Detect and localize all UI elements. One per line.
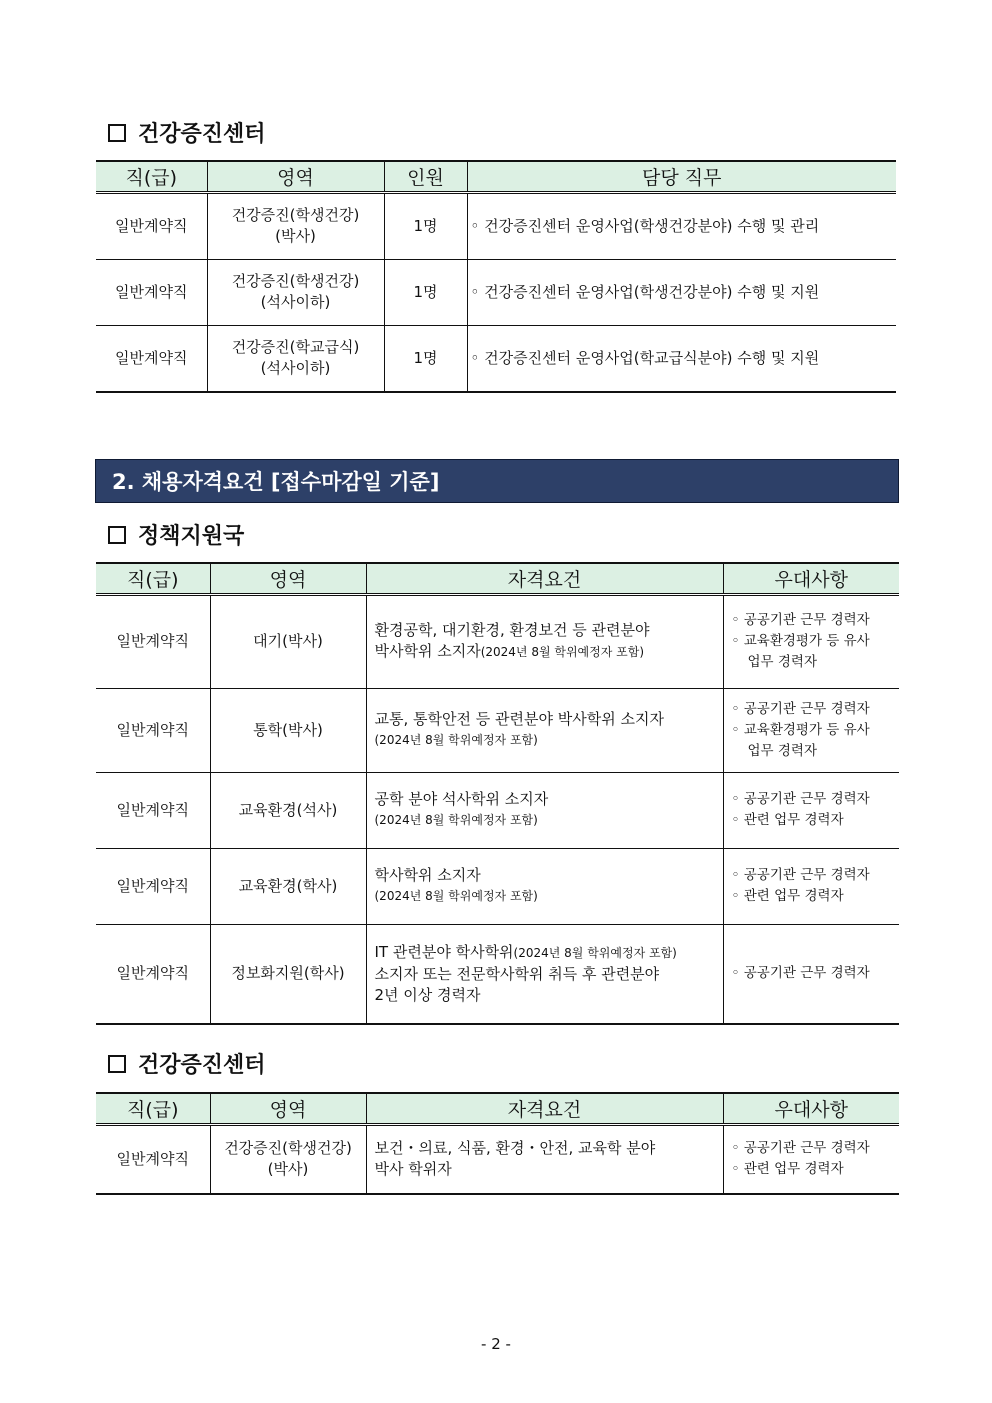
rank-cell: 일반계약직 [96,1124,210,1194]
table-row [96,259,896,325]
area-cell: 건강증진(학생건강) (석사이하) [207,259,384,325]
section-title-health-center: 건강증진센터 [108,117,266,148]
header-preference: 우대사항 [723,563,899,594]
qualification-cell: 학사학위 소지자 (2024년 8월 학위예정자 포함) [366,848,723,924]
rank-cell: 일반계약직 [96,192,207,259]
rank-cell: 일반계약직 [96,924,210,1024]
table-row [96,848,899,924]
table-header-row [96,1093,899,1124]
table-row [96,924,899,1024]
header-preference: 우대사항 [723,1093,899,1124]
rank-cell: 일반계약직 [96,688,210,772]
table-row [96,772,899,848]
preference-cell: ◦ 공공기관 근무 경력자 ◦ 관련 업무 경력자 [723,772,899,848]
count-cell: 1명 [384,192,467,259]
rank-cell: 일반계약직 [96,772,210,848]
header-rank: 직(급) [96,563,210,594]
section-banner-qualifications: 2. 채용자격요건 [접수마감일 기준] [95,459,899,503]
header-qualification: 자격요건 [366,563,723,594]
header-area: 영역 [207,161,384,192]
header-rank: 직(급) [96,1093,210,1124]
table-row [96,594,899,688]
table-row [96,192,896,259]
duty-cell: ◦ 건강증진센터 운영사업(학생건강분야) 수행 및 관리 [467,192,896,259]
rank-cell: 일반계약직 [96,259,207,325]
table-row [96,1124,899,1194]
rank-cell: 일반계약직 [96,325,207,392]
preference-cell: ◦ 공공기관 근무 경력자 ◦ 관련 업무 경력자 [723,848,899,924]
header-area: 영역 [210,563,366,594]
header-duty: 담당 직무 [467,161,896,192]
area-cell: 건강증진(학생건강) (박사) [210,1124,366,1194]
area-cell: 정보화지원(학사) [210,924,366,1024]
count-cell: 1명 [384,325,467,392]
area-cell: 교육환경(학사) [210,848,366,924]
qualification-cell: IT 관련분야 학사학위(2024년 8월 학위예정자 포함) 소지자 또는 전문학사학위 취득 후 관련분야 2년 이상 경력자 [366,924,723,1024]
preference-cell: ◦ 공공기관 근무 경력자 ◦ 교육환경평가 등 유사 업무 경력자 [723,594,899,688]
header-count: 인원 [384,161,467,192]
checkbox-square-icon [108,124,126,142]
health-center-qualification-table [96,1092,899,1195]
table-row [96,688,899,772]
preference-cell: ◦ 공공기관 근무 경력자 ◦ 교육환경평가 등 유사 업무 경력자 [723,688,899,772]
preference-cell: ◦ 공공기관 근무 경력자 ◦ 관련 업무 경력자 [723,1124,899,1194]
header-qualification: 자격요건 [366,1093,723,1124]
table-header-row [96,161,896,192]
qualification-cell: 보건・의료, 식품, 환경・안전, 교육학 분야 박사 학위자 [366,1124,723,1194]
qualification-cell: 교통, 통학안전 등 관련분야 박사학위 소지자 (2024년 8월 학위예정자 포함) [366,688,723,772]
qualification-cell: 환경공학, 대기환경, 환경보건 등 관련분야 박사학위 소지자(2024년 8월 학위예정자 포함) [366,594,723,688]
page-number: - 2 - [481,1335,511,1353]
checkbox-square-icon [108,1055,126,1073]
count-cell: 1명 [384,259,467,325]
section-title-policy-support: 정책지원국 [108,519,244,550]
rank-cell: 일반계약직 [96,848,210,924]
health-center-duty-table [96,160,896,393]
area-cell: 통학(박사) [210,688,366,772]
area-cell: 대기(박사) [210,594,366,688]
rank-cell: 일반계약직 [96,594,210,688]
checkbox-square-icon [108,526,126,544]
qualification-cell: 공학 분야 석사학위 소지자 (2024년 8월 학위예정자 포함) [366,772,723,848]
duty-cell: ◦ 건강증진센터 운영사업(학교급식분야) 수행 및 지원 [467,325,896,392]
header-area: 영역 [210,1093,366,1124]
section-title-health-center-qualifications: 건강증진센터 [108,1048,266,1079]
preference-cell: ◦ 공공기관 근무 경력자 [723,924,899,1024]
policy-support-qualification-table [96,562,899,1025]
table-header-row [96,563,899,594]
duty-cell: ◦ 건강증진센터 운영사업(학생건강분야) 수행 및 지원 [467,259,896,325]
table-row [96,325,896,392]
header-rank: 직(급) [96,161,207,192]
area-cell: 건강증진(학생건강) (박사) [207,192,384,259]
area-cell: 건강증진(학교급식) (석사이하) [207,325,384,392]
area-cell: 교육환경(석사) [210,772,366,848]
